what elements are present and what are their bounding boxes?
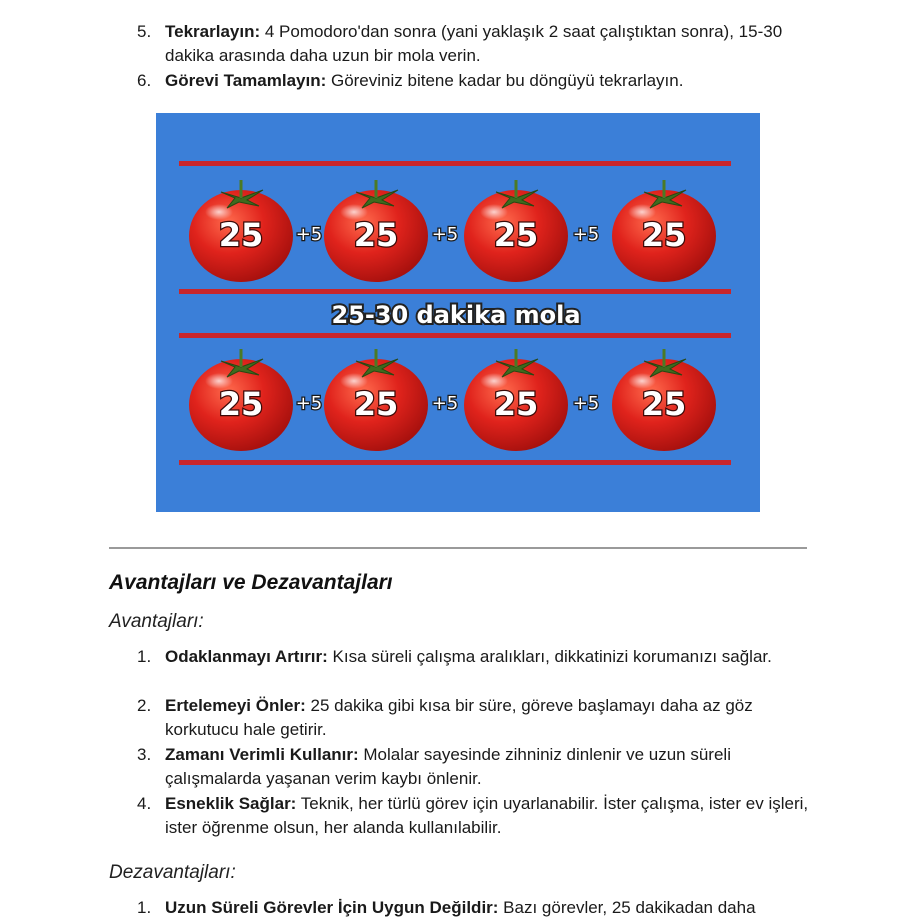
step-text: 4 Pomodoro'dan sonra (yani yaklaşık 2 saat çalıştıktan sonra), 15-30 dakika arasında daha uzun bir mola verin. <box>165 22 783 65</box>
work-duration-label: 25 <box>641 216 687 254</box>
work-duration-label: 25 <box>353 385 399 423</box>
tomato-icon <box>612 180 716 282</box>
advantage-number: 4. <box>137 794 152 813</box>
separator-line <box>179 460 731 465</box>
work-duration-label: 25 <box>218 385 264 423</box>
advantage-title: Zamanı Verimli Kullanır: <box>165 745 359 764</box>
advantage-text: Teknik, her türlü görev için uyarlanabilir. İster çalışma, ister ev işleri, ister öğrenme olsun, her alanda kullanılabilir. <box>165 794 809 837</box>
step-title: Görevi Tamamlayın: <box>165 71 327 90</box>
short-break-label: +5 <box>295 393 323 414</box>
step-number: 5. <box>137 22 152 41</box>
disadvantage-number: 1. <box>137 898 152 917</box>
tomato-icon <box>324 180 428 282</box>
advantage-text: Molalar sayesinde zihniniz dinlenir ve uzun süreli çalışmalarda yaşanan verim kaybı önlenir. <box>165 745 731 788</box>
advantage-item-3 <box>137 743 817 791</box>
step-item-5 <box>137 20 817 68</box>
work-duration-label: 25 <box>493 385 539 423</box>
tomato-icon <box>612 349 716 451</box>
separator-line <box>179 333 731 338</box>
advantage-text: 25 dakika gibi kısa bir süre, göreve başlamayı daha az göz korkutucu hale getirir. <box>165 696 753 739</box>
pomodoro-cycle-graphic <box>156 113 760 512</box>
advantage-number: 1. <box>137 647 152 666</box>
advantage-text: Kısa süreli çalışma aralıkları, dikkatinizi korumanızı sağlar. <box>327 647 772 666</box>
disadvantage-title: Uzun Süreli Görevler İçin Uygun Değildir: <box>165 898 499 917</box>
short-break-label: +5 <box>431 393 459 414</box>
short-break-label: +5 <box>431 224 459 245</box>
work-duration-label: 25 <box>218 216 264 254</box>
separator-line <box>179 161 731 166</box>
advantage-item-1 <box>137 645 817 669</box>
section-divider <box>109 547 807 549</box>
work-duration-label: 25 <box>353 216 399 254</box>
short-break-label: +5 <box>295 224 323 245</box>
step-text: Göreviniz bitene kadar bu döngüyü tekrarlayın. <box>326 71 684 90</box>
tomato-icon <box>464 180 568 282</box>
advantage-title: Odaklanmayı Artırır: <box>165 647 328 666</box>
tomato-icon <box>324 349 428 451</box>
separator-line <box>179 289 731 294</box>
tomato-icon <box>189 180 293 282</box>
short-break-label: +5 <box>572 224 600 245</box>
tomato-icon <box>189 349 293 451</box>
short-break-label: +5 <box>572 393 600 414</box>
advantage-number: 2. <box>137 696 152 715</box>
step-title: Tekrarlayın: <box>165 22 261 41</box>
advantage-number: 3. <box>137 745 152 764</box>
long-break-label: 25-30 dakika mola <box>331 301 581 329</box>
pomodoro-cycle-figure <box>156 113 760 512</box>
advantage-title: Esneklik Sağlar: <box>165 794 297 813</box>
work-duration-label: 25 <box>641 385 687 423</box>
disadvantages-heading: Dezavantajları: <box>109 862 236 883</box>
section-title: Avantajları ve Dezavantajları <box>109 571 393 594</box>
step-number: 6. <box>137 71 152 90</box>
advantage-title: Ertelemeyi Önler: <box>165 696 306 715</box>
advantages-heading: Avantajları: <box>109 611 204 632</box>
work-duration-label: 25 <box>493 216 539 254</box>
step-item-6 <box>137 69 817 93</box>
tomato-icon <box>464 349 568 451</box>
advantage-item-2 <box>137 694 817 742</box>
advantage-item-4 <box>137 792 817 840</box>
disadvantage-text: Bazı görevler, 25 dakikadan daha <box>498 898 756 917</box>
disadvantage-item-1 <box>137 896 817 920</box>
